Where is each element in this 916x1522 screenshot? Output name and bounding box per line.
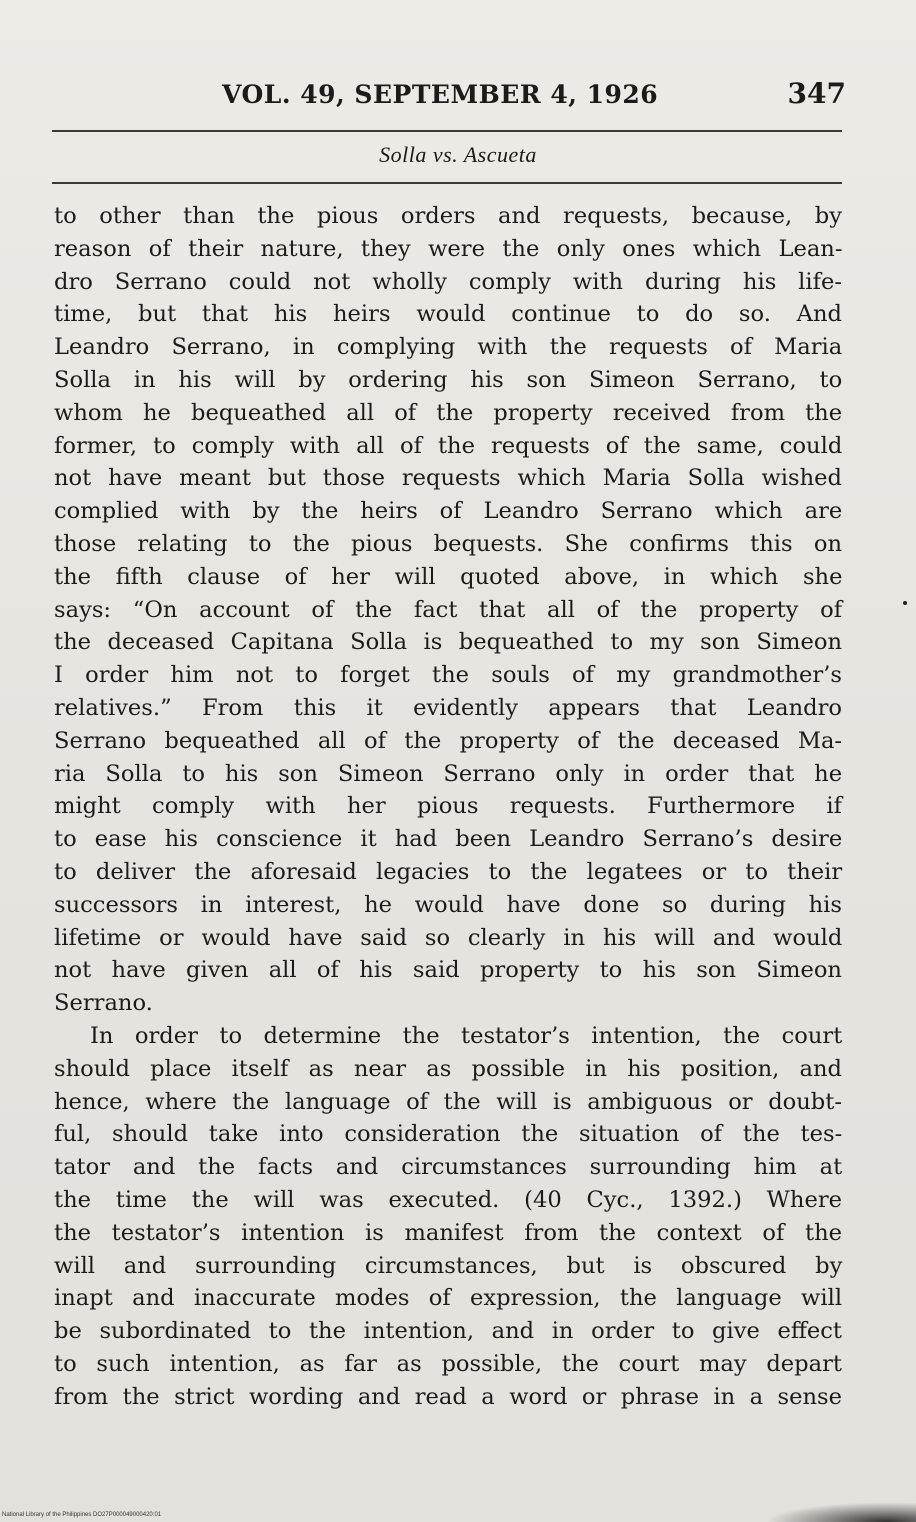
text-line: lifetime or would have said so clearly in his will and would [54,924,843,951]
text-line: be subordinated to the intention, and in order to give effect [54,1318,842,1345]
text-line: Solla in his will by ordering his son Simeon Serrano, to [54,366,843,393]
text-line: should place itself as near as possible in his position, and [54,1055,842,1082]
header-rule-bottom [52,182,842,184]
scan-footer: National Library of the Philippines DO27P000049000420:01 [2,1512,162,1518]
page-number: 347 [787,77,846,110]
scan-smudge [766,1502,916,1522]
body-text [54,200,842,1413]
running-header [50,77,850,120]
volume-date-line: VOL. 49, SEPTEMBER 4, 1926 [222,80,659,109]
text-line: time, but that his heirs would continue to do so. And [54,301,842,328]
text-line: ria Solla to his son Simeon Serrano only in order that he [54,760,843,787]
text-line: I order him not to forget the souls of my grandmother’s [54,662,842,689]
margin-speck [903,601,907,605]
text-line-paragraph-start: In order to determine the testator’s intention, the court [90,1022,843,1049]
text-line: to deliver the aforesaid legacies to the legatees or to their [54,858,843,885]
text-line: not have given all of his said property to his son Simeon [54,957,842,984]
text-line: to other than the pious orders and requests, because, by [54,203,842,229]
text-line: reason of their nature, they were the only ones which Lean- [54,235,843,262]
case-title: Solla vs. Ascueta [379,142,537,167]
text-line-paragraph-end: Serrano. [54,990,153,1017]
text-line: dro Serrano could not wholly comply with during his life- [54,268,842,295]
header-rule-top [52,130,842,132]
text-line: those relating to the pious bequests. She confirms this on [54,530,842,557]
text-line: will and surrounding circumstances, but is obscured by [54,1252,843,1279]
text-line: whom he bequeathed all of the property received from the [54,399,843,426]
text-line: successors in interest, he would have done so during his [54,891,842,918]
text-line: from the strict wording and read a word or phrase in a sense [54,1383,842,1410]
text-line: the deceased Capitana Solla is bequeathed to my son Simeon [54,629,842,656]
text-line: to such intention, as far as possible, the court may depart [54,1350,842,1377]
text-line: former, to comply with all of the requests of the same, could [54,432,843,459]
text-line: might comply with her pious requests. Furthermore if [54,793,842,820]
text-line: ful, should take into consideration the situation of the tes- [54,1121,843,1148]
text-line: Serrano bequeathed all of the property of the deceased Ma- [54,727,843,754]
text-line: to ease his conscience it had been Leandro Serrano’s desire [54,826,843,853]
text-line: relatives.” From this it evidently appears that Leandro [54,694,842,721]
text-line: the time the will was executed. (40 Cyc., 1392.) Where [54,1186,842,1213]
text-line: says: “On account of the fact that all of the property of [54,596,843,623]
text-line: inapt and inaccurate modes of expression, the language will [54,1285,843,1312]
text-line: complied with by the heirs of Leandro Serrano which are [54,498,843,525]
text-line: the testator’s intention is manifest from the context of the [54,1219,842,1246]
text-line: Leandro Serrano, in complying with the requests of Maria [54,334,843,361]
text-line: hence, where the language of the will is ambiguous or doubt- [54,1088,842,1115]
text-line: tator and the facts and circumstances surrounding him at [54,1154,843,1181]
text-line: not have meant but those requests which Maria Solla wished [54,465,843,492]
text-line: the fifth clause of her will quoted above, in which she [54,563,843,590]
